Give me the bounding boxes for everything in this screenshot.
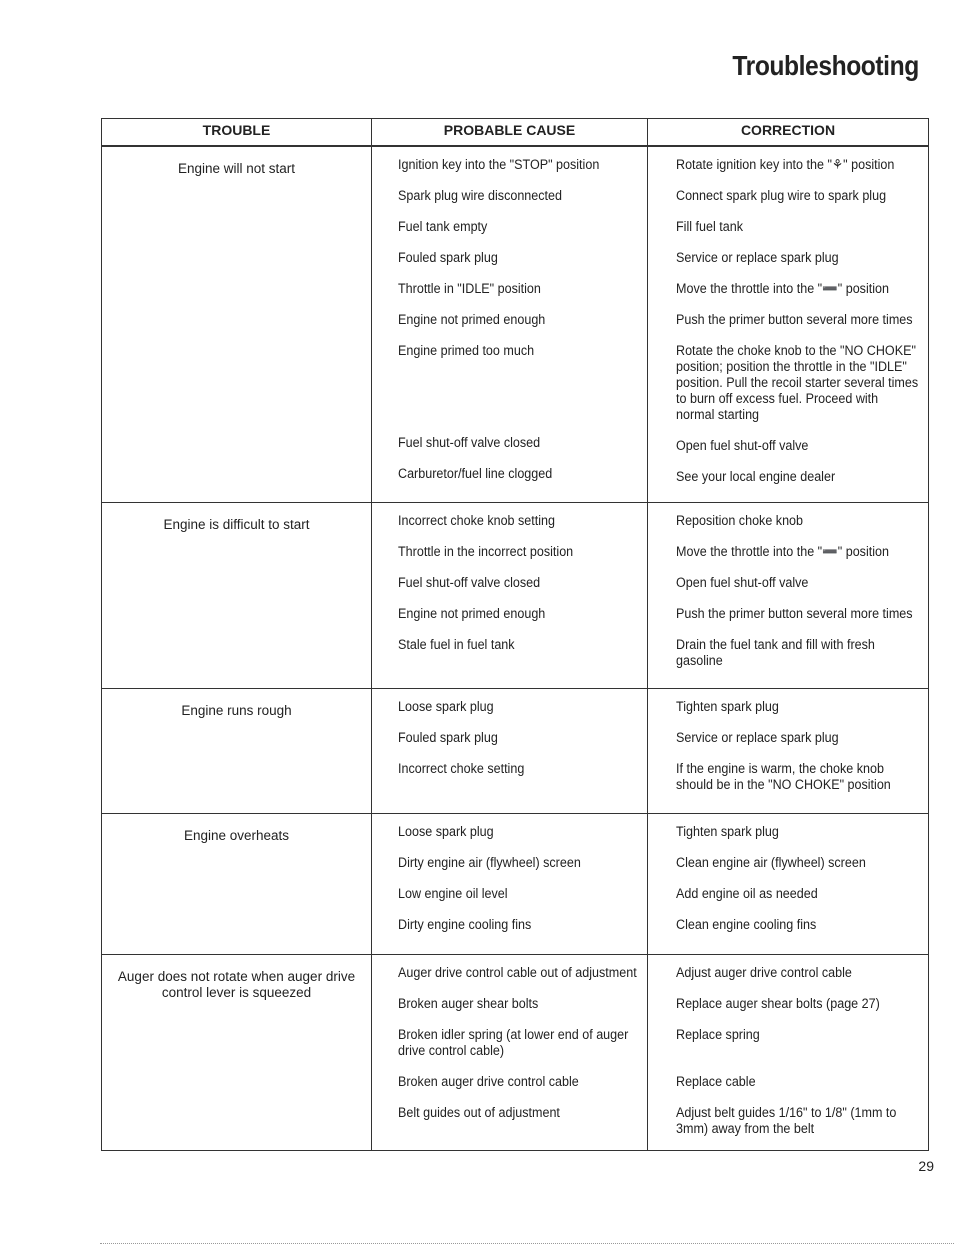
correction-item: Rotate the choke knob to the "NO CHOKE" position; position the throttle in the "IDLE" position. Pull the recoil starter several times to burn off excess fuel. Proceed with normal starting	[676, 343, 919, 422]
cause-item: Auger drive control cable out of adjustment	[398, 965, 637, 980]
cause-item: Engine primed too much	[398, 343, 535, 358]
troubleshooting-table	[101, 118, 929, 1151]
correction-cell	[648, 503, 928, 688]
correction-item: If the engine is warm, the choke knob should be in the "NO CHOKE" position	[676, 761, 891, 792]
cause-item: Dirty engine air (flywheel) screen	[398, 855, 581, 870]
cause-item: Throttle in the incorrect position	[398, 544, 574, 559]
correction-item: Rotate ignition key into the "⚘" position	[676, 157, 895, 172]
cause-item: Engine not primed enough	[398, 312, 546, 327]
trouble-cell: Engine is difficult to start	[102, 503, 372, 688]
table-header	[102, 118, 928, 147]
correction-cell	[648, 689, 928, 813]
trouble-group	[102, 689, 928, 814]
cause-item: Fuel tank empty	[398, 219, 488, 234]
correction-cell	[648, 147, 928, 502]
correction-item: Replace auger shear bolts (page 27)	[676, 996, 880, 1011]
correction-cell	[648, 814, 928, 954]
cause-cell	[372, 955, 648, 1150]
cause-item: Stale fuel in fuel tank	[398, 637, 515, 652]
correction-item: Connect spark plug wire to spark plug	[676, 188, 887, 203]
trouble-cell: Engine overheats	[102, 814, 372, 954]
cause-item: Ignition key into the "STOP" position	[398, 157, 600, 172]
trouble-group	[102, 503, 928, 689]
correction-item: Push the primer button several more times	[676, 606, 913, 621]
cause-cell	[372, 814, 648, 954]
page-bottom-rule	[100, 1243, 954, 1244]
trouble-group	[102, 814, 928, 955]
page-title: Troubleshooting	[732, 50, 919, 81]
correction-item: Drain the fuel tank and fill with fresh gasoline	[676, 637, 875, 668]
correction-cell	[648, 955, 928, 1150]
correction-item: Replace spring	[676, 1027, 760, 1042]
cause-item: Fuel shut-off valve closed	[398, 575, 541, 590]
correction-item: Adjust auger drive control cable	[676, 965, 852, 980]
cause-item: Fouled spark plug	[398, 730, 498, 745]
cause-cell	[372, 689, 648, 813]
trouble-cell: Engine will not start	[102, 147, 372, 502]
cause-item: Throttle in "IDLE" position	[398, 281, 541, 296]
cause-item: Broken auger shear bolts	[398, 996, 539, 1011]
correction-item: Open fuel shut-off valve	[676, 575, 809, 590]
correction-item: Add engine oil as needed	[676, 886, 818, 901]
cause-item: Incorrect choke setting	[398, 761, 525, 776]
cause-item: Engine not primed enough	[398, 606, 546, 621]
correction-item: Tighten spark plug	[676, 824, 779, 839]
cause-item: Belt guides out of adjustment	[398, 1105, 560, 1120]
cause-item: Fouled spark plug	[398, 250, 498, 265]
cause-item: Carburetor/fuel line clogged	[398, 466, 553, 481]
cause-item: Fuel shut-off valve closed	[398, 435, 541, 450]
correction-item: Tighten spark plug	[676, 699, 779, 714]
cause-cell	[372, 503, 648, 688]
trouble-group	[102, 955, 928, 1151]
cause-item: Spark plug wire disconnected	[398, 188, 563, 203]
cause-item: Broken auger drive control cable	[398, 1074, 579, 1089]
cause-item: Dirty engine cooling fins	[398, 917, 532, 932]
correction-item: Adjust belt guides 1/16" to 1/8" (1mm to 3mm) away from the belt	[676, 1105, 897, 1136]
correction-item: Reposition choke knob	[676, 513, 804, 528]
correction-item: Fill fuel tank	[676, 219, 743, 234]
correction-item: Service or replace spark plug	[676, 730, 839, 745]
header-trouble: TROUBLE	[102, 119, 372, 145]
correction-item: Push the primer button several more times	[676, 312, 913, 327]
correction-item: Service or replace spark plug	[676, 250, 839, 265]
correction-item: Open fuel shut-off valve	[676, 438, 809, 453]
cause-item: Broken idler spring (at lower end of auger drive control cable)	[398, 1027, 629, 1058]
correction-item: See your local engine dealer	[676, 469, 836, 484]
correction-item: Move the throttle into the "➖" position	[676, 281, 889, 296]
correction-item: Clean engine cooling fins	[676, 917, 817, 932]
trouble-cell: Engine runs rough	[102, 689, 372, 813]
trouble-cell: Auger does not rotate when auger drive control lever is squeezed	[102, 955, 372, 1150]
cause-cell	[372, 147, 648, 502]
correction-item: Move the throttle into the "➖" position	[676, 544, 889, 559]
page-number: 29	[918, 1158, 934, 1174]
header-correction: CORRECTION	[740, 122, 836, 138]
correction-item: Clean engine air (flywheel) screen	[676, 855, 866, 870]
cause-item: Loose spark plug	[398, 824, 494, 839]
cause-item: Incorrect choke knob setting	[398, 513, 556, 528]
cause-item: Low engine oil level	[398, 886, 508, 901]
trouble-group	[102, 147, 928, 503]
cause-item: Loose spark plug	[398, 699, 494, 714]
header-probable-cause: PROBABLE CAUSE	[372, 119, 648, 145]
correction-item: Replace cable	[676, 1074, 756, 1089]
